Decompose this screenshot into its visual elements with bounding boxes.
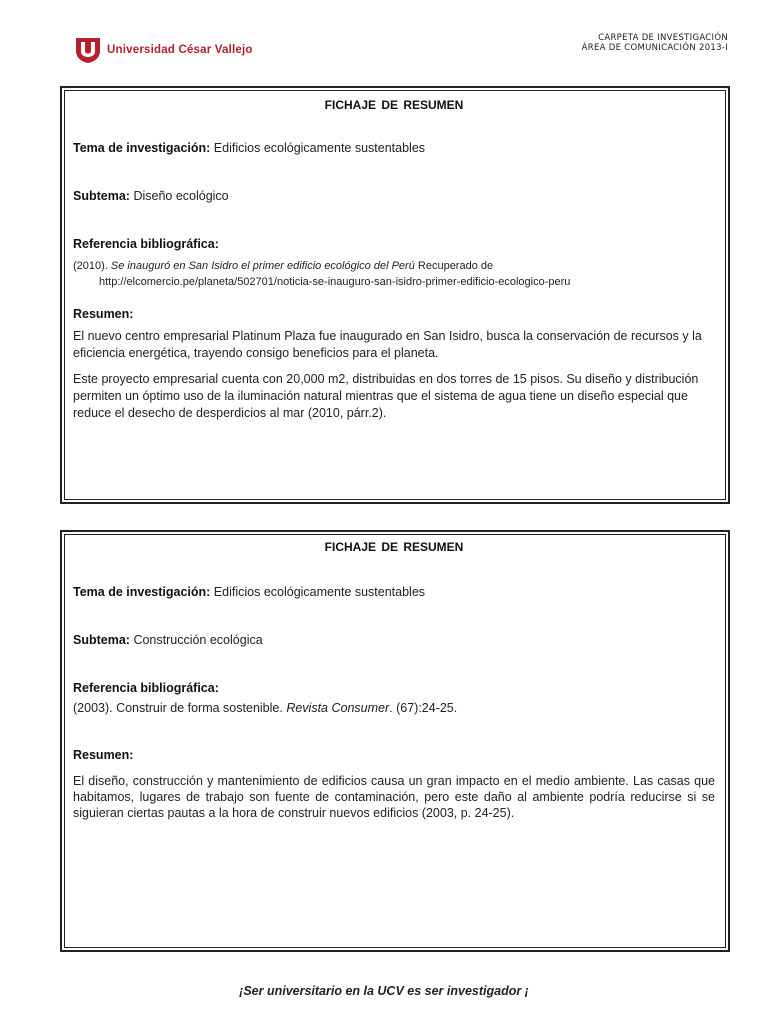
university-name [107, 44, 253, 56]
reference-label-text: Referencia bibliográfica: [73, 237, 219, 251]
topic-label: Tema de investigación: [73, 585, 211, 599]
topic-value: Edificios ecológicamente sustentables [213, 585, 426, 599]
subtopic-label: Subtema: [73, 633, 130, 647]
reference-suffix: . (67):24-25. [389, 701, 458, 715]
reference-text [73, 700, 715, 717]
summary-label-text: Resumen: [73, 748, 134, 762]
page-header [0, 0, 768, 80]
reference-title: Se inauguró en San Isidro el primer edificio ecológico del Perú [110, 260, 415, 272]
folder-area: ÁREA DE COMUNICACIÓN 2013-I [581, 43, 728, 53]
reference-label-text: Referencia bibliográfica: [73, 681, 219, 695]
summary-card-2 [60, 530, 730, 952]
reference-prefix: (2010). [73, 260, 108, 272]
summary-label-text: Resumen: [73, 307, 134, 321]
reference-suffix: Recuperado de [417, 260, 494, 272]
summary-paragraph-2: Este proyecto empresarial cuenta con 20,000 m2, distribuidas en dos torres de 15 pisos. Su diseño y distribución permiten un óptimo uso de la iluminación natural mientras que el sistema de agua tiene un diseño especial que reduce el desecho de desperdicios al mar (2010, párr.2). [73, 372, 699, 420]
subtopic-value: Diseño ecológico [133, 189, 229, 203]
summary-label [73, 747, 715, 763]
folder-title: CARPETA DE INVESTIGACIÓN [598, 33, 728, 43]
reference-prefix: (2003). Construir de forma sostenible. [73, 701, 283, 715]
reference-label [73, 236, 715, 252]
reference-label [73, 680, 715, 696]
university-name-prefix: Universidad [107, 44, 176, 56]
card-title: FICHAJE DE RESUMEN [324, 98, 464, 112]
summary-card-1 [60, 86, 730, 504]
footer-motto: ¡Ser universitario en la UCV es ser investigador ¡ [239, 984, 529, 998]
summary-card-2-inner [64, 534, 726, 948]
reference-text [73, 258, 715, 290]
ucv-shield-icon [74, 36, 102, 64]
subtopic-value: Construcción ecológica [133, 633, 263, 647]
summary-card-1-inner [64, 90, 726, 500]
university-name-main: César Vallejo [178, 44, 253, 56]
ucv-logo [74, 36, 253, 64]
reference-journal: Revista Consumer [286, 701, 390, 715]
card-title: FICHAJE DE RESUMEN [324, 540, 464, 554]
summary-paragraph-1: El nuevo centro empresarial Platinum Plaza fue inaugurado en San Isidro, busca la conservación de recursos y la eficiencia energética, trayendo consigo beneficios para el planeta. [73, 329, 702, 360]
subtopic-field [73, 188, 715, 204]
topic-label: Tema de investigación: [73, 141, 211, 155]
subtopic-field [73, 632, 715, 648]
topic-field [73, 140, 715, 156]
topic-field [73, 584, 715, 600]
reference-url: http://elcomercio.pe/planeta/502701/noticia-se-inauguro-san-isidro-primer-edificio-ecologico-peru [99, 276, 571, 288]
summary-paragraph-1: El diseño, construcción y mantenimiento de edificios causa un gran impacto en el medio ambiente. Las casas que habitamos, lugares de trabajo son fuente de contaminación, pero este daño al ambiente podría reducirse si se siguieran ciertas pautas a la hora de construir nuevos edificios (2003, p. 24-25). [73, 774, 715, 820]
summary-label [73, 306, 715, 322]
folder-info [582, 33, 728, 53]
topic-value: Edificios ecológicamente sustentables [213, 141, 426, 155]
subtopic-label: Subtema: [73, 189, 130, 203]
